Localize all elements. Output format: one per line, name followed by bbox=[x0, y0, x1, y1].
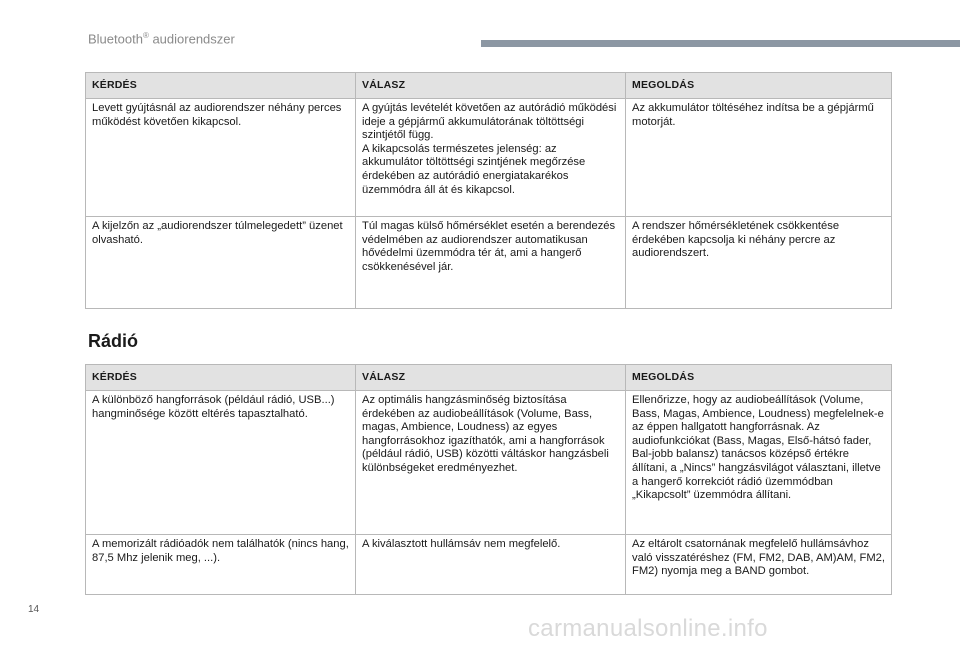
column-header-solution: MEGOLDÁS bbox=[626, 73, 892, 99]
table-header-row bbox=[86, 73, 892, 99]
header-title-part2: audiorendszer bbox=[148, 31, 235, 47]
column-header-answer: VÁLASZ bbox=[356, 73, 626, 99]
table-row bbox=[86, 217, 892, 309]
column-header-question: KÉRDÉS bbox=[86, 365, 356, 391]
answer-cell: Az optimális hangzásminőség biztosítása érdekében az audiobeállítások (Volume, Bass, magas, Ambience, Loudness) az egyes hangforrásokhoz igazíthatók, ami a hangforrások (például rádió, USB) közötti váltáskor hangzásbeli különbségeket eredményezhet. bbox=[356, 391, 626, 535]
troubleshooting-table-radio bbox=[85, 364, 892, 595]
solution-cell: Ellenőrizze, hogy az audiobeállítások (Volume, Bass, Magas, Ambience, Loudness) megfelelnek-e az éppen hallgatott hangforrásnak. Az audiofunkciókat (Bass, Magas, Első-hátsó fader, Bal-jobb balansz) tanácsos középső értékre állítani, a „Nincs” hangzásvilágot választani, illetve a hangerő korrekciót rádió üzemmódban „Kikapcsolt” üzemmódra állítani. bbox=[626, 391, 892, 535]
answer-cell: A kiválasztott hullámsáv nem megfelelő. bbox=[356, 535, 626, 595]
table-row bbox=[86, 535, 892, 595]
question-cell: A kijelzőn az „audiorendszer túlmelegedett” üzenet olvasható. bbox=[86, 217, 356, 309]
watermark: carmanualsonline.info bbox=[528, 615, 768, 642]
solution-cell: Az eltárolt csatornának megfelelő hullámsávhoz való visszatéréshez (FM, FM2, DAB, AM)AM, FM2, FM2) nyomja meg a BAND gombot. bbox=[626, 535, 892, 595]
running-header bbox=[88, 31, 235, 46]
answer-cell: A gyújtás levételét követően az autórádió működési ideje a gépjármű akkumulátorának töltöttségi szintjétől függ. A kikapcsolás természetes jelenség: az akkumulátor töltöttségi szintjének megőrzése érdekében az autórádió energiatakarékos üzemmódra áll át és kikapcsol. bbox=[356, 99, 626, 217]
header-title-part1: Bluetooth bbox=[88, 31, 143, 47]
table-row bbox=[86, 391, 892, 535]
column-header-solution: MEGOLDÁS bbox=[626, 365, 892, 391]
table-header-row bbox=[86, 365, 892, 391]
column-header-answer: VÁLASZ bbox=[356, 365, 626, 391]
solution-cell: A rendszer hőmérsékletének csökkentése érdekében kapcsolja ki néhány percre az audiorendszert. bbox=[626, 217, 892, 309]
troubleshooting-table-audio bbox=[85, 72, 892, 309]
page-number: 14 bbox=[28, 604, 40, 615]
column-header-question: KÉRDÉS bbox=[86, 73, 356, 99]
registered-mark: ® bbox=[142, 31, 149, 40]
table-row bbox=[86, 99, 892, 217]
section-title-radio: Rádió bbox=[88, 331, 139, 351]
question-cell: Levett gyújtásnál az audiorendszer néhány perces működést követően kikapcsol. bbox=[86, 99, 356, 217]
header-decor-bar bbox=[481, 40, 960, 47]
question-cell: A memorizált rádióadók nem találhatók (nincs hang, 87,5 Mhz jelenik meg, ...). bbox=[86, 535, 356, 595]
answer-cell: Túl magas külső hőmérséklet esetén a berendezés védelmében az audiorendszer automatikusan hővédelmi üzemmódra tér át, ami a hangerő csökkenésével jár. bbox=[356, 217, 626, 309]
solution-cell: Az akkumulátor töltéséhez indítsa be a gépjármű motorját. bbox=[626, 99, 892, 217]
question-cell: A különböző hangforrások (például rádió, USB...) hangminősége között eltérés tapasztalható. bbox=[86, 391, 356, 535]
